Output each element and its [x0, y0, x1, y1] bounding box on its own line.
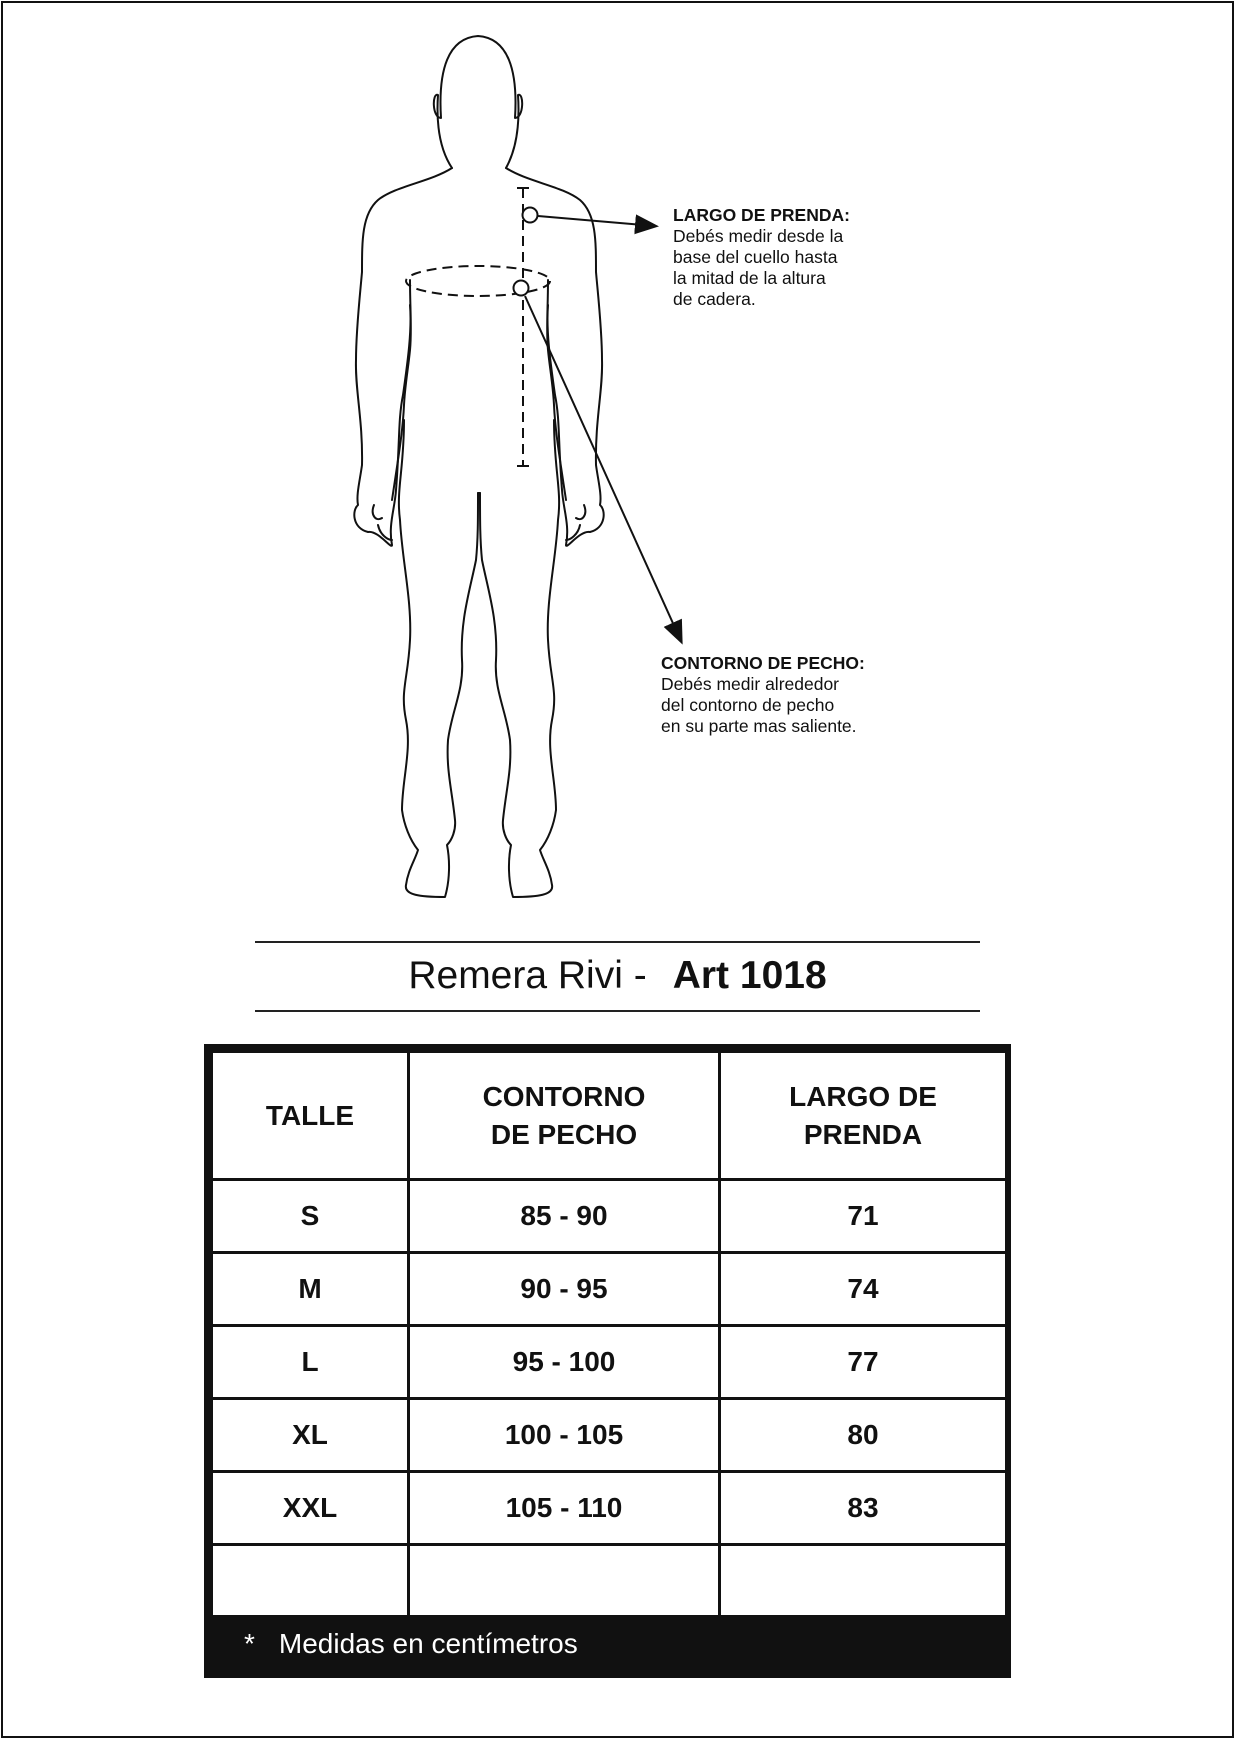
header-contorno [409, 1052, 720, 1180]
header-largo-line: PRENDA [803, 1118, 923, 1150]
cell-talle: XXL [212, 1472, 409, 1545]
largo-de-prenda-note [673, 205, 850, 310]
header-contorno-line: DE PECHO [490, 1118, 638, 1150]
footnote-asterisk: * [244, 1628, 255, 1659]
length-marker-circle [523, 208, 538, 223]
table-row [212, 1472, 1007, 1545]
table-row [212, 1326, 1007, 1399]
largo-note-line: la mitad de la altura [673, 268, 826, 288]
table-row [212, 1253, 1007, 1326]
cell-largo: 80 [720, 1399, 1007, 1472]
largo-note-title: LARGO DE PRENDA: [673, 205, 850, 225]
cell-largo: 74 [720, 1253, 1007, 1326]
header-talle-label: TALLE [265, 1099, 355, 1131]
chest-arrow [525, 296, 681, 641]
header-largo [720, 1052, 1007, 1180]
contorno-note-line: en su parte mas saliente. [661, 716, 857, 736]
figure-torso-right [506, 168, 604, 546]
cell-contorno: 100 - 105 [409, 1399, 720, 1472]
figure-head [434, 36, 522, 168]
header-talle [212, 1052, 409, 1180]
cell-largo: 77 [720, 1326, 1007, 1399]
product-title [255, 948, 980, 1004]
table-row [212, 1399, 1007, 1472]
contorno-note-line: del contorno de pecho [661, 695, 835, 715]
header-contorno-line: CONTORNO [482, 1080, 646, 1112]
chest-marker-circle [514, 281, 529, 296]
contorno-note-line: Debés medir alrededor [661, 674, 840, 694]
cell-contorno: 95 - 100 [409, 1326, 720, 1399]
cell-talle: S [212, 1180, 409, 1253]
cell-talle: M [212, 1253, 409, 1326]
contorno-de-pecho-note [661, 653, 865, 737]
title-rule-top [255, 941, 980, 943]
product-article: Art 1018 [672, 954, 827, 997]
table-row [212, 1180, 1007, 1253]
cell-largo: 71 [720, 1180, 1007, 1253]
largo-note-line: de cadera. [673, 289, 756, 309]
figure-right-side [480, 420, 559, 897]
footnote-text: Medidas en centímetros [278, 1628, 578, 1659]
size-table [210, 1050, 1008, 1618]
table-header-row [212, 1052, 1007, 1180]
cell-contorno: 90 - 95 [409, 1253, 720, 1326]
figure-left-side [399, 420, 478, 897]
size-chart [204, 1044, 1011, 1678]
largo-note-line: Debés medir desde la [673, 226, 844, 246]
title-rule-bottom [255, 1010, 980, 1012]
length-arrow [538, 216, 655, 226]
units-footnote [244, 1616, 578, 1672]
cell-largo: 83 [720, 1472, 1007, 1545]
cell-empty [212, 1545, 409, 1617]
header-largo-line: LARGO DE [789, 1080, 937, 1112]
cell-contorno: 105 - 110 [409, 1472, 720, 1545]
cell-contorno: 85 - 90 [409, 1180, 720, 1253]
largo-note-line: base del cuello hasta [673, 247, 838, 267]
cell-empty [409, 1545, 720, 1617]
contorno-note-title: CONTORNO DE PECHO: [661, 653, 865, 673]
cell-talle: XL [212, 1399, 409, 1472]
table-empty-row [212, 1545, 1007, 1617]
product-name: Remera Rivi - [408, 954, 647, 997]
cell-empty [720, 1545, 1007, 1617]
figure-torso-left [354, 168, 452, 546]
cell-talle: L [212, 1326, 409, 1399]
